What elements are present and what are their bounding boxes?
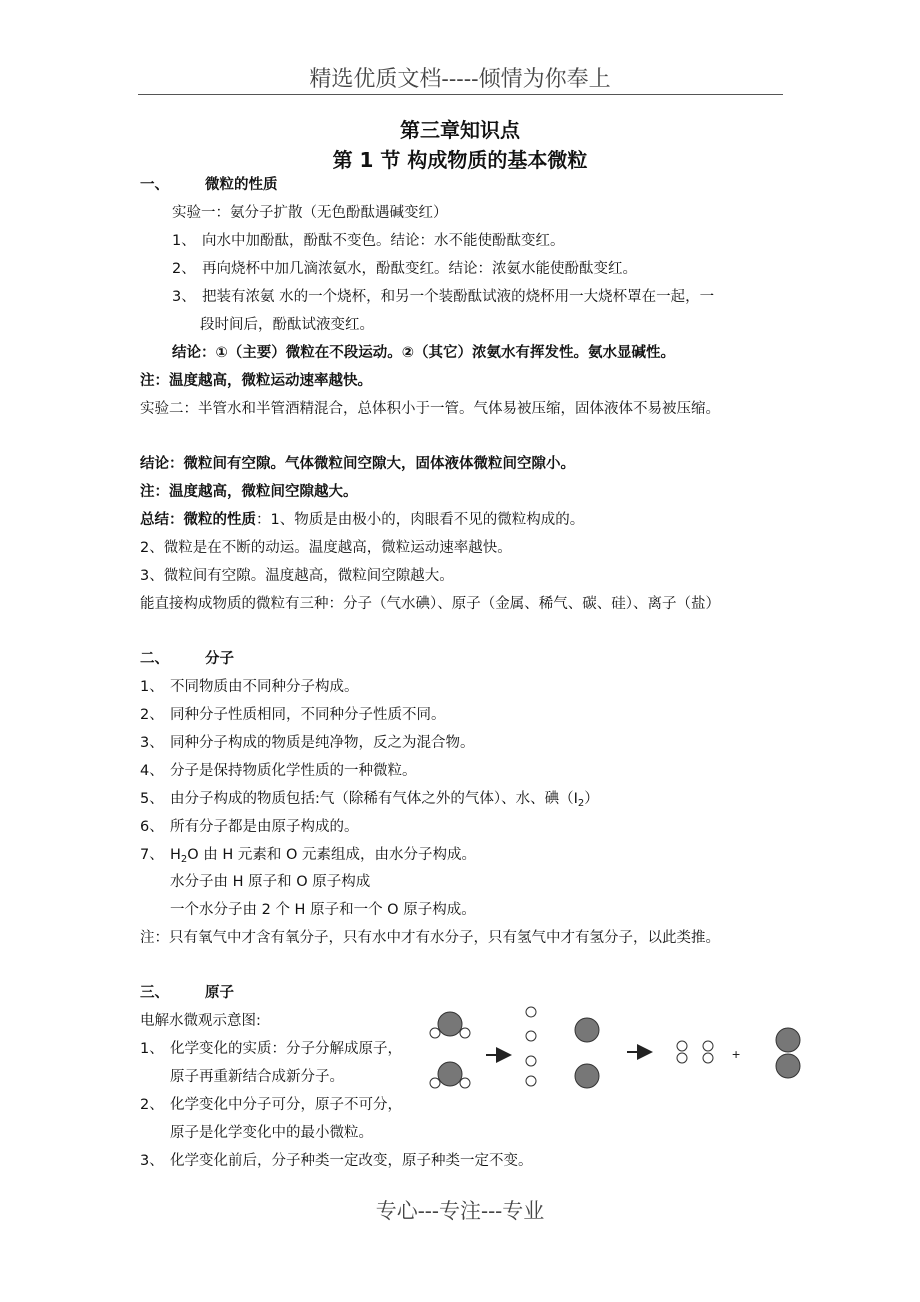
list-item-continuation: 原子再重新结合成新分子。	[170, 1069, 344, 1085]
experiment-1: 实验一：氨分子扩散（无色酚酞遇碱变红）	[172, 205, 448, 221]
section-1-number: 一、	[140, 177, 169, 193]
hydrogen-atom	[430, 1078, 440, 1088]
note-2: 注：温度越高，微粒间空隙越大。	[140, 484, 358, 500]
conclusion-1: 结论：①（主要）微粒在不段运动。②（其它）浓氨水有挥发性。氨水显碱性。	[172, 345, 676, 361]
list-item: 1、 不同物质由不同种分子构成。	[140, 679, 359, 695]
oxygen-atom	[438, 1012, 462, 1036]
oxygen-molecule	[776, 1028, 800, 1078]
hydrogen-atom	[526, 1007, 536, 1017]
list-item: 2、 化学变化中分子可分，原子不可分，	[140, 1097, 402, 1113]
section-2-note: 注：只有氧气中才含有氧分子，只有水中才有水分子，只有氢气中才有氢分子，以此类推。	[140, 930, 720, 946]
hydrogen-atom	[677, 1041, 687, 1051]
section-2-number: 二、	[140, 651, 169, 667]
hydrogen-atom	[526, 1031, 536, 1041]
list-item: 2、 同种分子性质相同，不同种分子性质不同。	[140, 707, 446, 723]
chapter-title: 第三章知识点	[400, 118, 520, 142]
hydrogen-atom	[460, 1028, 470, 1038]
hydrogen-atom	[703, 1041, 713, 1051]
list-item: 4、 分子是保持物质化学性质的一种微粒。	[140, 763, 417, 779]
list-item: 2、 再向烧杯中加几滴浓氨水，酚酞变红。结论：浓氨水能使酚酞变红。	[172, 261, 637, 277]
list-item: 3、 同种分子构成的物质是纯净物，反之为混合物。	[140, 735, 475, 751]
list-item-continuation: 一个水分子由 2 个 H 原子和一个 O 原子构成。	[170, 902, 476, 918]
hydrogen-atom	[526, 1056, 536, 1066]
section-3-heading	[140, 984, 234, 1002]
note-1: 注：温度越高，微粒运动速率越快。	[140, 373, 372, 389]
water-molecule	[430, 1062, 470, 1088]
oxygen-atom	[575, 1018, 599, 1042]
list-item: 7、 $H_2O$ 由 H 元素和 O 元素组成，由水分子构成。	[140, 847, 477, 865]
diagram-label: 电解水微观示意图:	[140, 1013, 261, 1029]
summary-line-1: 总结：微粒的性质：1、物质是由极小的，肉眼看不见的微粒构成的。	[140, 512, 585, 528]
section-3-title: 原子	[205, 985, 234, 1001]
list-item: 1、 化学变化的实质：分子分解成原子，	[140, 1041, 402, 1057]
summary-line-2: 2、微粒是在不断的动运。温度越高，微粒运动速率越快。	[140, 540, 512, 556]
section-3-number: 三、	[140, 985, 169, 1001]
list-item-continuation: 原子是化学变化中的最小微粒。	[170, 1125, 373, 1141]
oxygen-atom	[575, 1064, 599, 1088]
summary-label: 总结：微粒的性质	[140, 512, 256, 528]
section-2-title: 分子	[205, 651, 234, 667]
list-item-continuation: 水分子由 H 原子和 O 原子构成	[170, 874, 371, 890]
hydrogen-atom	[430, 1028, 440, 1038]
electrolysis-diagram	[420, 998, 820, 1100]
section-2-heading	[140, 650, 234, 668]
oxygen-atom	[776, 1054, 800, 1078]
three-kinds-of-particles: 能直接构成物质的微粒有三种：分子（气水碘）、原子（金属、稀气、碳、硅）、离子（盐）	[140, 596, 720, 612]
experiment-2: 实验二：半管水和半管酒精混合，总体积小于一管。气体易被压缩，固体液体不易被压缩。	[140, 401, 720, 417]
page-header: 精选优质文档-----倾情为你奉上	[309, 67, 611, 92]
hydrogen-atom	[460, 1078, 470, 1088]
conclusion-2: 结论：微粒间有空隙。气体微粒间空隙大，固体液体微粒间空隙小。	[140, 456, 575, 472]
hydrogen-molecule	[677, 1041, 687, 1063]
page-footer: 专心---专注---专业	[375, 1199, 545, 1223]
hydrogen-atom	[703, 1053, 713, 1063]
list-item: 6、 所有分子都是由原子构成的。	[140, 819, 359, 835]
list-item: 3、 把装有浓氨 水的一个烧杯，和另一个装酚酞试液的烧杯用一大烧杯罩在一起，一	[172, 289, 715, 305]
summary-line-3: 3、微粒间有空隙。温度越高，微粒间空隙越大。	[140, 568, 454, 584]
oxygen-atom	[438, 1062, 462, 1086]
list-item: 3、 化学变化前后，分子种类一定改变，原子种类一定不变。	[140, 1153, 533, 1169]
hydrogen-atom	[677, 1053, 687, 1063]
list-item: 5、 由分子构成的物质包括:气（除稀有气体之外的气体）、水、碘$(I_2)$	[140, 791, 599, 809]
header-rule	[138, 94, 783, 95]
water-molecule	[430, 1012, 470, 1038]
section-title: 第 1 节 构成物质的基本微粒	[332, 148, 588, 172]
hydrogen-molecule	[703, 1041, 713, 1063]
list-item-continuation: 段时间后，酚酞试液变红。	[200, 317, 374, 333]
list-item: 1、 向水中加酚酞，酚酞不变色。结论：水不能使酚酞变红。	[172, 233, 565, 249]
section-1-title: 微粒的性质	[205, 177, 278, 193]
section-1-heading	[140, 176, 278, 194]
oxygen-atom	[776, 1028, 800, 1052]
plus-sign: +	[732, 1046, 741, 1062]
hydrogen-atom	[526, 1076, 536, 1086]
